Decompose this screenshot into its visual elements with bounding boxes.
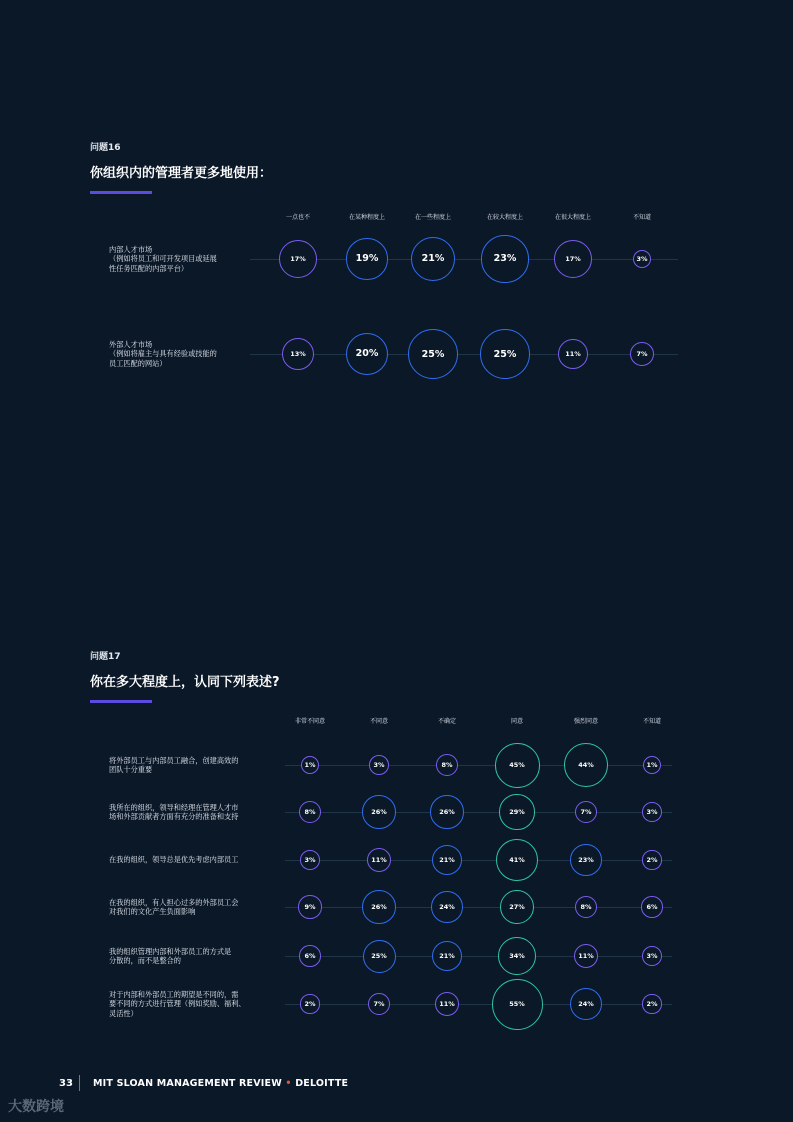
bubble-value-label: 2% bbox=[646, 999, 658, 1008]
column-header: 在一些程度上 bbox=[414, 214, 452, 221]
bubble-value-label: 19% bbox=[355, 253, 379, 265]
bubble-value-label: 55% bbox=[509, 1000, 525, 1008]
column-header: 不确定 bbox=[437, 718, 457, 725]
row-label bbox=[109, 245, 217, 274]
column-header: 强烈同意 bbox=[573, 718, 599, 725]
row-label-line: 在我的组织，领导总是优先考虑内部员工 bbox=[109, 855, 239, 865]
data-bubble bbox=[299, 945, 321, 967]
bubble-value-label: 3% bbox=[304, 855, 316, 864]
bubble-value-label: 3% bbox=[646, 807, 658, 816]
data-bubble bbox=[575, 896, 598, 919]
data-bubble bbox=[499, 794, 534, 829]
data-bubble bbox=[431, 891, 463, 923]
row-label-line: 内部人才市场 bbox=[109, 244, 153, 254]
bubble-value-label: 3% bbox=[373, 760, 385, 769]
data-bubble bbox=[430, 795, 464, 829]
data-bubble bbox=[298, 895, 321, 918]
data-bubble bbox=[346, 333, 389, 376]
data-bubble bbox=[279, 240, 317, 278]
question17-underline bbox=[90, 700, 152, 703]
question16-title: 你组织内的管理者更多地使用： bbox=[90, 166, 273, 181]
data-bubble bbox=[570, 844, 602, 876]
bubble-value-label: 17% bbox=[565, 254, 581, 263]
bubble-value-label: 21% bbox=[421, 253, 445, 265]
footer-separator: • bbox=[285, 1078, 292, 1089]
bubble-value-label: 23% bbox=[578, 855, 594, 864]
data-bubble bbox=[435, 992, 460, 1017]
row-label-line: 外部人才市场 bbox=[109, 339, 153, 349]
data-bubble bbox=[481, 235, 528, 282]
row-guide-line bbox=[250, 354, 678, 355]
column-header: 非常不同意 bbox=[294, 718, 326, 725]
bubble-value-label: 26% bbox=[371, 807, 387, 816]
data-bubble bbox=[643, 756, 662, 775]
data-bubble bbox=[630, 342, 654, 366]
data-bubble bbox=[570, 988, 602, 1020]
data-bubble bbox=[346, 238, 387, 279]
bubble-value-label: 11% bbox=[565, 349, 581, 358]
data-bubble bbox=[642, 946, 662, 966]
row-label bbox=[109, 990, 246, 1019]
data-bubble bbox=[436, 754, 459, 777]
bubble-value-label: 7% bbox=[636, 349, 648, 358]
data-bubble bbox=[362, 890, 396, 924]
data-bubble bbox=[574, 944, 599, 969]
question17-title: 你在多大程度上，认同下列表述? bbox=[90, 675, 280, 690]
data-bubble bbox=[408, 329, 458, 379]
row-guide-line bbox=[285, 812, 672, 813]
bubble-value-label: 44% bbox=[578, 760, 594, 769]
bubble-value-label: 1% bbox=[646, 760, 658, 769]
data-bubble bbox=[282, 338, 315, 371]
bubble-value-label: 11% bbox=[371, 855, 387, 864]
row-label-line: （例如将员工和可开发项目或延展 bbox=[109, 254, 217, 264]
row-label-line: 在我的组织，有人担心过多的外部员工会 bbox=[109, 897, 239, 907]
bubble-value-label: 3% bbox=[646, 951, 658, 960]
bubble-value-label: 21% bbox=[439, 855, 455, 864]
bubble-value-label: 34% bbox=[509, 951, 525, 960]
footer-divider bbox=[79, 1075, 80, 1091]
row-label-line: 对我们的文化产生负面影响 bbox=[109, 907, 196, 916]
data-bubble bbox=[496, 839, 539, 882]
bubble-value-label: 8% bbox=[580, 902, 592, 911]
question17-number: 问题17 bbox=[90, 652, 121, 662]
bubble-value-label: 20% bbox=[355, 348, 379, 360]
column-header: 在很大程度上 bbox=[554, 214, 592, 221]
bubble-value-label: 17% bbox=[290, 254, 306, 263]
column-header: 一点也不 bbox=[285, 214, 311, 221]
bubble-value-label: 8% bbox=[304, 807, 316, 816]
row-label-line: 性任务匹配的内部平台） bbox=[109, 263, 189, 273]
bubble-value-label: 24% bbox=[439, 902, 455, 911]
data-bubble bbox=[498, 937, 536, 975]
data-bubble bbox=[575, 801, 597, 823]
bubble-value-label: 11% bbox=[439, 999, 455, 1008]
bubble-value-label: 6% bbox=[646, 902, 658, 911]
row-guide-line bbox=[285, 956, 672, 957]
bubble-value-label: 45% bbox=[509, 761, 525, 769]
data-bubble bbox=[368, 993, 390, 1015]
column-header: 在较大程度上 bbox=[486, 214, 524, 221]
data-bubble bbox=[633, 250, 651, 268]
row-label bbox=[109, 756, 238, 775]
footer-page-number: 33 bbox=[59, 1078, 73, 1089]
data-bubble bbox=[299, 801, 322, 824]
bubble-value-label: 1% bbox=[304, 760, 316, 769]
data-bubble bbox=[500, 890, 534, 924]
data-bubble bbox=[363, 940, 396, 973]
data-bubble bbox=[564, 743, 608, 787]
data-bubble bbox=[362, 795, 396, 829]
bubble-value-label: 7% bbox=[580, 807, 592, 816]
column-header: 不知道 bbox=[632, 214, 652, 221]
data-bubble bbox=[642, 850, 661, 869]
bubble-value-label: 25% bbox=[371, 952, 387, 960]
data-bubble bbox=[432, 941, 463, 972]
row-guide-line bbox=[285, 765, 672, 766]
watermark: 大数跨境 bbox=[8, 1099, 64, 1115]
question16-underline bbox=[90, 191, 152, 194]
row-label-line: 将外部员工与内部员工融合，创建高效的 bbox=[109, 755, 239, 765]
data-bubble bbox=[641, 896, 663, 918]
row-label-line: 我所在的组织，领导和经理在管理人才市 bbox=[109, 802, 239, 812]
row-label bbox=[109, 803, 238, 822]
data-bubble bbox=[367, 848, 392, 873]
data-bubble bbox=[480, 329, 530, 379]
bubble-value-label: 24% bbox=[578, 999, 594, 1008]
row-label bbox=[109, 947, 231, 966]
column-header: 同意 bbox=[510, 718, 524, 725]
data-bubble bbox=[558, 339, 588, 369]
bubble-value-label: 23% bbox=[493, 253, 517, 265]
bubble-value-label: 27% bbox=[509, 902, 525, 911]
data-bubble bbox=[554, 240, 592, 278]
footer-publication bbox=[93, 1078, 348, 1089]
row-label bbox=[109, 340, 217, 369]
column-header: 在某种程度上 bbox=[348, 214, 386, 221]
bubble-value-label: 25% bbox=[493, 348, 517, 360]
bubble-value-label: 26% bbox=[371, 902, 387, 911]
row-guide-line bbox=[285, 860, 672, 861]
row-label-line: 对于内部和外部员工的期望是不同的，需 bbox=[109, 989, 239, 999]
bubble-value-label: 25% bbox=[421, 348, 445, 360]
bubble-value-label: 26% bbox=[439, 807, 455, 816]
row-label-line: 团队十分重要 bbox=[109, 765, 153, 774]
bubble-value-label: 11% bbox=[578, 951, 594, 960]
row-label-line: 分散的，而不是整合的 bbox=[109, 956, 181, 965]
bubble-value-label: 9% bbox=[304, 902, 316, 911]
row-label-line: 我的组织管理内部和外部员工的方式是 bbox=[109, 946, 232, 956]
bubble-value-label: 41% bbox=[509, 855, 525, 864]
row-label-line: 要不同的方式进行管理（例如奖励、福利、 bbox=[109, 999, 246, 1009]
data-bubble bbox=[369, 755, 389, 775]
row-label-line: （例如将雇主与具有经验或技能的 bbox=[109, 349, 217, 359]
data-bubble bbox=[301, 756, 320, 775]
row-label-line: 场和外部贡献者方面有充分的准备和支持 bbox=[109, 812, 239, 821]
bubble-value-label: 21% bbox=[439, 951, 455, 960]
data-bubble bbox=[300, 850, 320, 870]
row-guide-line bbox=[285, 1004, 672, 1005]
bubble-value-label: 3% bbox=[636, 254, 648, 263]
column-header: 不知道 bbox=[642, 718, 662, 725]
data-bubble bbox=[411, 237, 455, 281]
bubble-value-label: 13% bbox=[290, 349, 306, 358]
question16-number: 问题16 bbox=[90, 143, 121, 153]
bubble-value-label: 8% bbox=[441, 760, 453, 769]
footer-partner: DELOITTE bbox=[295, 1078, 349, 1089]
data-bubble bbox=[495, 743, 540, 788]
row-label-line: 灵活性） bbox=[109, 1008, 138, 1018]
column-header: 不同意 bbox=[369, 718, 389, 725]
data-bubble bbox=[492, 979, 543, 1030]
row-label bbox=[109, 898, 238, 917]
data-bubble bbox=[642, 994, 661, 1013]
row-label bbox=[109, 855, 238, 865]
footer-publication-name: MIT SLOAN MANAGEMENT REVIEW bbox=[93, 1078, 282, 1089]
bubble-value-label: 29% bbox=[509, 807, 525, 816]
row-label-line: 员工匹配的网站） bbox=[109, 358, 167, 368]
bubble-value-label: 7% bbox=[373, 999, 385, 1008]
row-guide-line bbox=[285, 907, 672, 908]
bubble-value-label: 2% bbox=[304, 999, 316, 1008]
bubble-value-label: 6% bbox=[304, 951, 316, 960]
data-bubble bbox=[642, 802, 662, 822]
data-bubble bbox=[300, 994, 319, 1013]
data-bubble bbox=[432, 845, 463, 876]
bubble-value-label: 2% bbox=[646, 855, 658, 864]
